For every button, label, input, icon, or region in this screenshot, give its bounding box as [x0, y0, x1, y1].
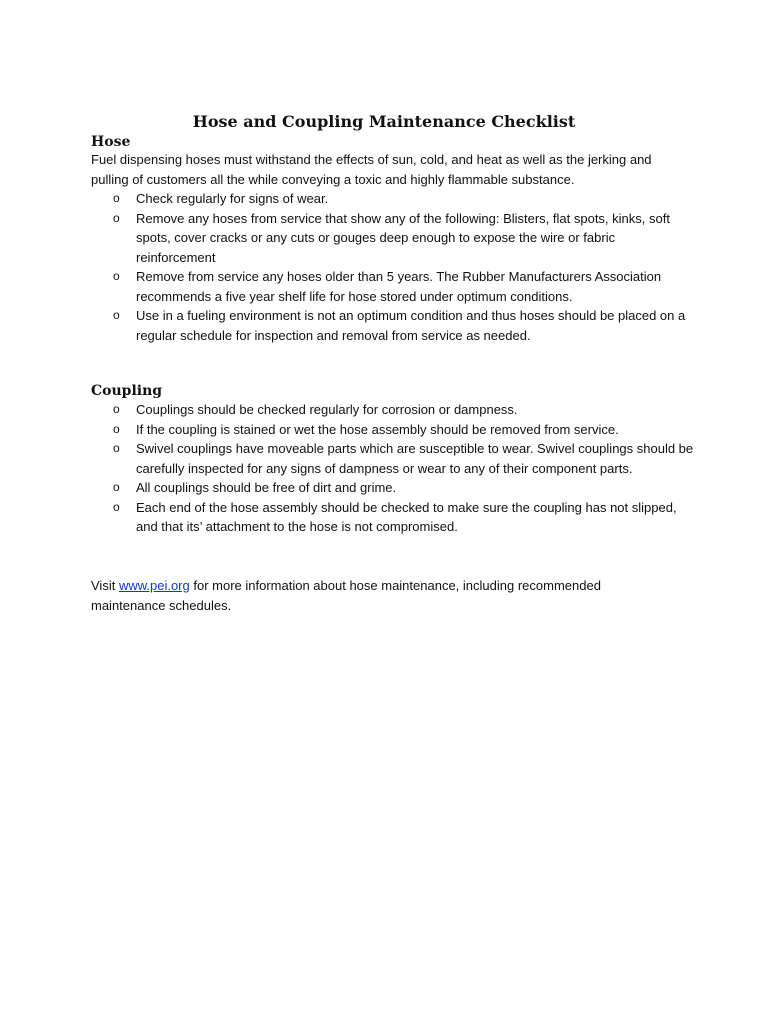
page-title: Hose and Coupling Maintenance Checklist	[192, 112, 576, 131]
list-item	[0, 209, 696, 268]
list-item	[0, 189, 696, 209]
footer-suffix: for more information about hose maintenance, including recommended maintenance schedules.	[91, 578, 601, 613]
list-item	[0, 478, 696, 498]
bullet-icon: o	[113, 421, 120, 436]
list-item	[0, 306, 696, 345]
pei-link[interactable]: www.pei.org	[118, 578, 190, 593]
bullet-icon: o	[113, 191, 120, 205]
hose-heading: Hose	[91, 134, 131, 150]
list-item-text: Remove from service any hoses older than 5 years. The Rubber Manufacturers Association recommends a five year shelf life for hose stored under optimum conditions.	[136, 269, 662, 304]
list-item-text: All couplings should be free of dirt and grime.	[136, 480, 397, 495]
list-item-text: Couplings should be checked regularly for corrosion or dampness.	[136, 402, 518, 417]
bullet-icon: o	[113, 480, 120, 494]
bullet-icon: o	[113, 308, 120, 322]
hose-intro: Fuel dispensing hoses must withstand the effects of sun, cold, and heat as well as the jerking and pulling of customers all the while conveying a toxic and highly flammable substance.	[91, 152, 652, 187]
list-item-text: Check regularly for signs of wear.	[136, 191, 329, 206]
list-item	[0, 439, 696, 478]
bullet-icon: o	[113, 269, 120, 283]
list-item	[0, 400, 696, 420]
bullet-icon: o	[113, 402, 120, 416]
list-item-text: If the coupling is stained or wet the hose assembly should be removed from service.	[136, 421, 619, 437]
hose-list	[0, 189, 768, 345]
list-item	[0, 420, 696, 440]
footer-prefix: Visit	[91, 578, 119, 593]
list-item-text: Remove any hoses from service that show any of the following: Blisters, flat spots, kinks, soft spots, cover cracks or any cuts or gouges deep enough to expose the wire or fabric reinforcement	[136, 210, 670, 265]
bullet-icon: o	[113, 210, 120, 225]
coupling-list	[0, 400, 768, 537]
footer-note	[91, 576, 671, 615]
list-item-text: Each end of the hose assembly should be checked to make sure the coupling has not slipped, and that its’ attachment to the hose is not compromised.	[136, 499, 677, 534]
coupling-heading: Coupling	[91, 383, 163, 399]
list-item	[0, 267, 696, 306]
bullet-icon: o	[113, 441, 120, 455]
list-item	[0, 498, 696, 537]
list-item-text: Use in a fueling environment is not an optimum condition and thus hoses should be placed on a regular schedule for inspection and removal from service as needed.	[136, 308, 686, 343]
bullet-icon: o	[113, 499, 120, 514]
list-item-text: Swivel couplings have moveable parts which are susceptible to wear. Swivel couplings should be carefully inspected for any signs of dampness or wear to any of their component parts.	[136, 441, 694, 476]
